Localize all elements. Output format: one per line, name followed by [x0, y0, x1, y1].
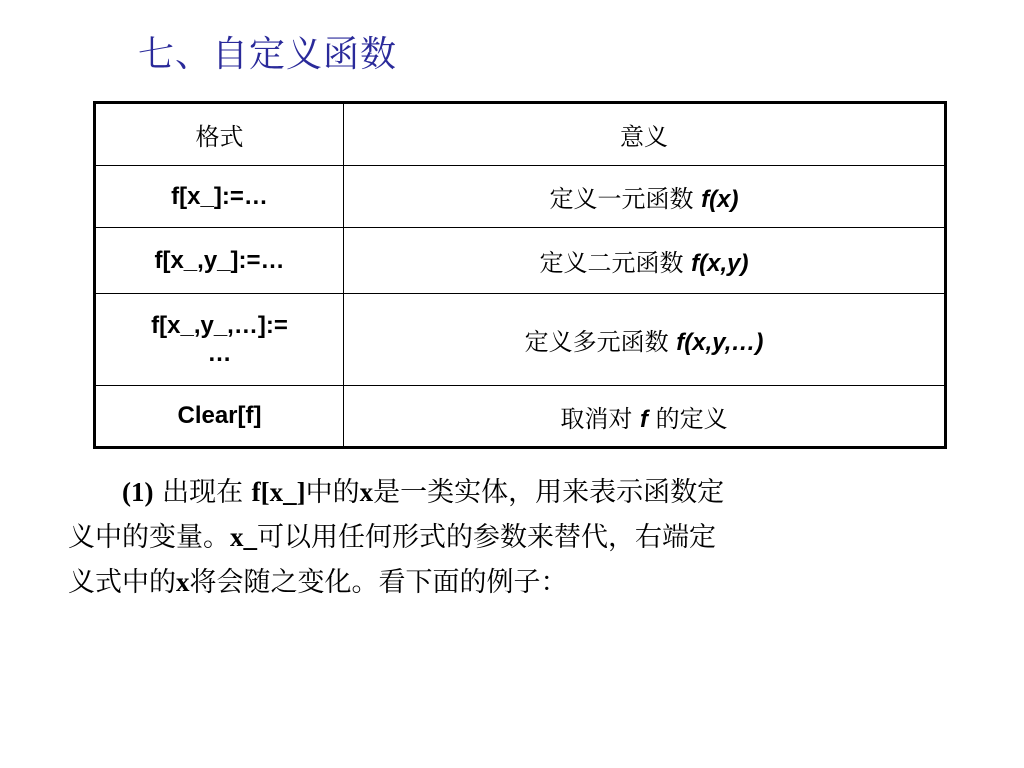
meaning-cell	[344, 386, 946, 448]
function-notation: f(x,y,…)	[676, 329, 764, 356]
format-cell: Clear[f]	[95, 386, 344, 448]
text-span: 可以用任何形式的参数来替代，右端定	[257, 522, 716, 553]
text-span: 中的	[305, 477, 360, 508]
table-row	[95, 166, 946, 228]
text-span: 出现在	[153, 477, 252, 508]
meaning-cell	[344, 294, 946, 386]
table-row	[95, 228, 946, 294]
function-notation: f	[640, 405, 648, 433]
function-format-table	[93, 101, 947, 449]
format-line-2: …	[207, 339, 232, 367]
code-term: x_	[230, 522, 257, 552]
item-number: (1)	[122, 477, 154, 507]
code-term: x	[359, 477, 374, 507]
paragraph-line-3	[68, 560, 898, 605]
paragraph-line-2	[68, 515, 898, 560]
meaning-cell	[344, 228, 946, 294]
format-cell: f[x_]:=…	[95, 166, 344, 228]
function-notation: f(x,y)	[691, 250, 749, 277]
code-term: f[x_]	[251, 477, 306, 507]
header-format: 格式	[95, 103, 344, 166]
code-term: x	[176, 567, 190, 597]
meaning-text: 定义多元函数	[524, 328, 677, 356]
format-cell	[95, 294, 344, 386]
meaning-text: 定义二元函数	[539, 249, 692, 277]
meaning-text-pre: 取消对	[560, 404, 640, 433]
text-span: 将会随之变化。看下面的例子：	[189, 567, 568, 598]
format-cell: f[x_,y_]:=…	[95, 228, 344, 294]
paragraph-line-1	[68, 470, 898, 515]
format-line-1: f[x_,y_,…]:=	[151, 311, 288, 339]
text-span: 是一类实体，用来表示函数定	[373, 477, 725, 508]
table-row	[95, 294, 946, 386]
text-span: 义式中的	[68, 567, 176, 598]
table-header-row	[95, 103, 946, 166]
explanation-paragraph	[68, 470, 898, 605]
function-notation: f(x)	[701, 186, 739, 213]
text-span: 义中的变量。	[68, 522, 230, 553]
meaning-cell	[344, 166, 946, 228]
table-row	[95, 386, 946, 448]
page-title: 七、自定义函数	[138, 34, 398, 75]
header-meaning: 意义	[344, 103, 946, 166]
meaning-text-post: 的定义	[648, 404, 728, 433]
meaning-text: 定义一元函数	[549, 185, 702, 213]
